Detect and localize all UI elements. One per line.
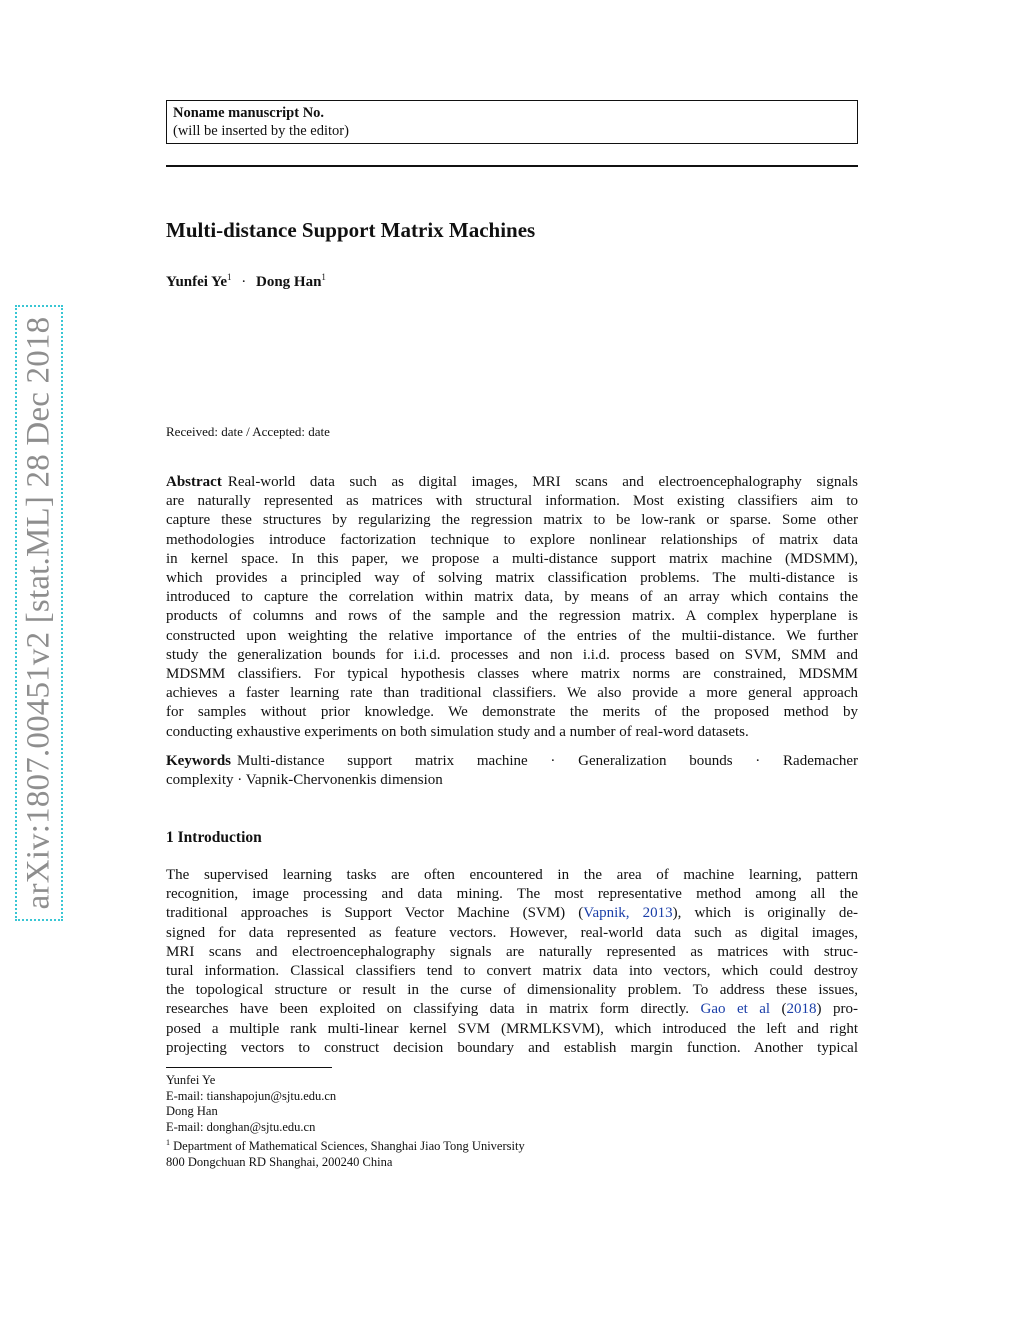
footnote-address: 800 Dongchuan RD Shanghai, 200240 China [166, 1154, 393, 1169]
abstract-line: constructed upon weighting the relative importance of the entries of the multii-distance. We further [166, 627, 858, 644]
keywords [166, 752, 858, 790]
abstract-line: study the generalization bounds for i.i.d. processes and non i.i.d. process based on SVM, SMM and [166, 646, 858, 663]
section-heading: 1 Introduction [166, 829, 262, 846]
abstract-heading: Abstract [166, 474, 222, 490]
author-affiliation-mark: 1 [321, 272, 326, 282]
author-name: Dong Han [255, 274, 322, 290]
footnote-line: Yunfei Ye [166, 1073, 216, 1087]
abstract-line: methodologies introduce factorization technique to explore nonlinear relationships of matrix data [166, 531, 858, 548]
author-separator: · [241, 274, 247, 290]
abstract-line: which provides a principled way of solving matrix classification problems. The multi-distance is [166, 570, 858, 587]
paragraph-line: MRI scans and electroencephalography signals are naturally represented as matrices with struc- [166, 943, 858, 960]
abstract-line: achieves a faster learning rate than traditional classifiers. We also provide a more general approach [166, 685, 858, 702]
footnote-affiliation: $^1$ Department of Mathematical Sciences, Shanghai Jiao Tong University [166, 1138, 525, 1154]
citation-year-link[interactable]: 2018 [786, 1001, 817, 1018]
footnote-line: Dong Han [166, 1104, 218, 1118]
abstract-line: conducting exhaustive experiments on both simulation study and a number of real-word datasets. [166, 723, 749, 740]
paragraph-line: tural information. Classical classifiers tend to convert matrix data into vectors, which could destroy [166, 963, 858, 980]
arxiv-stamp[interactable] [15, 305, 63, 921]
author-name: Yunfei Ye [166, 274, 227, 290]
footnote-email: E-mail: donghan@sjtu.edu.cn [166, 1119, 316, 1134]
paper-title: Multi-distance Support Matrix Machines [166, 218, 536, 242]
footnote-rule [166, 1067, 332, 1068]
paragraph-line: posed a multiple rank multi-linear kernel SVM (MRMLKSVM), which introduced the left and right [166, 1020, 858, 1037]
abstract-line: Real-world data such as digital images, MRI scans and electroencephalography signals [227, 474, 858, 490]
manuscript-note: (will be inserted by the editor) [173, 123, 349, 139]
introduction-text [166, 866, 858, 1058]
received-date: Received: date / Accepted: date [166, 424, 330, 439]
footnotes [166, 1073, 525, 1170]
citation-link[interactable]: Gao et al [700, 1001, 771, 1018]
keywords-line: complexity · Vapnik-Chervonenkis dimension [166, 772, 443, 789]
paragraph-line: traditional approaches is Support Vector Machine (SVM) (Vapnik, 2013), which is originally de- [166, 905, 858, 922]
paragraph-line: signed for data represented as feature vectors. However, real-world data such as digital images, [166, 924, 858, 941]
abstract-line: are naturally represented as matrices with structural information. Most existing classifiers aim to [166, 493, 858, 510]
abstract-line: capture these structures by regularizing the regression matrix to be low-rank or sparse. Some other [166, 512, 858, 529]
paragraph-line: The supervised learning tasks are often encountered in the area of machine learning, pattern [166, 867, 858, 883]
abstract-line: products of columns and rows of the sample and the regression matrix. A complex hyperplane is [166, 608, 858, 625]
manuscript-number: Noname manuscript No. [173, 105, 325, 121]
paragraph-line: researches have been exploited on classifying data in matrix form directly. Gao et al (2018) pro- [166, 1001, 858, 1018]
paragraph-line: the topological structure or result in the curse of dimensionality problem. To address these issues, [166, 982, 858, 999]
paragraph-line: projecting vectors to construct decision boundary and establish margin function. Another typical [166, 1039, 858, 1056]
citation-link[interactable]: Vapnik, 2013 [583, 905, 673, 922]
arxiv-identifier: arXiv:1807.00451v2 [stat.ML] 28 Dec 2018 [20, 316, 57, 910]
abstract-line: introduced to capture the correlation within matrix data, by means of an array which contains the [166, 589, 858, 606]
header-rule [166, 165, 858, 167]
paragraph-line: recognition, image processing and data mining. The most representative method among all the [166, 886, 858, 903]
manuscript-box [166, 100, 858, 144]
keywords-line: Multi-distance support matrix machine · Generalization bounds · Rademacher [237, 753, 858, 769]
abstract-line: in kernel space. In this paper, we propose a multi-distance support matrix machine (MDSMM), [166, 550, 858, 567]
abstract [166, 473, 858, 742]
author-list [166, 272, 326, 291]
footnote-email: E-mail: tianshapojun@sjtu.edu.cn [166, 1088, 337, 1103]
author-affiliation-mark: 1 [226, 272, 232, 282]
abstract-line: MDSMM classifiers. For typical hypothesis classes where matrix norms are constrained, MDSMM [166, 666, 858, 683]
abstract-line: for samples without prior knowledge. We demonstrate the merits of the proposed method by [166, 704, 858, 721]
keywords-heading: Keywords [166, 753, 231, 769]
